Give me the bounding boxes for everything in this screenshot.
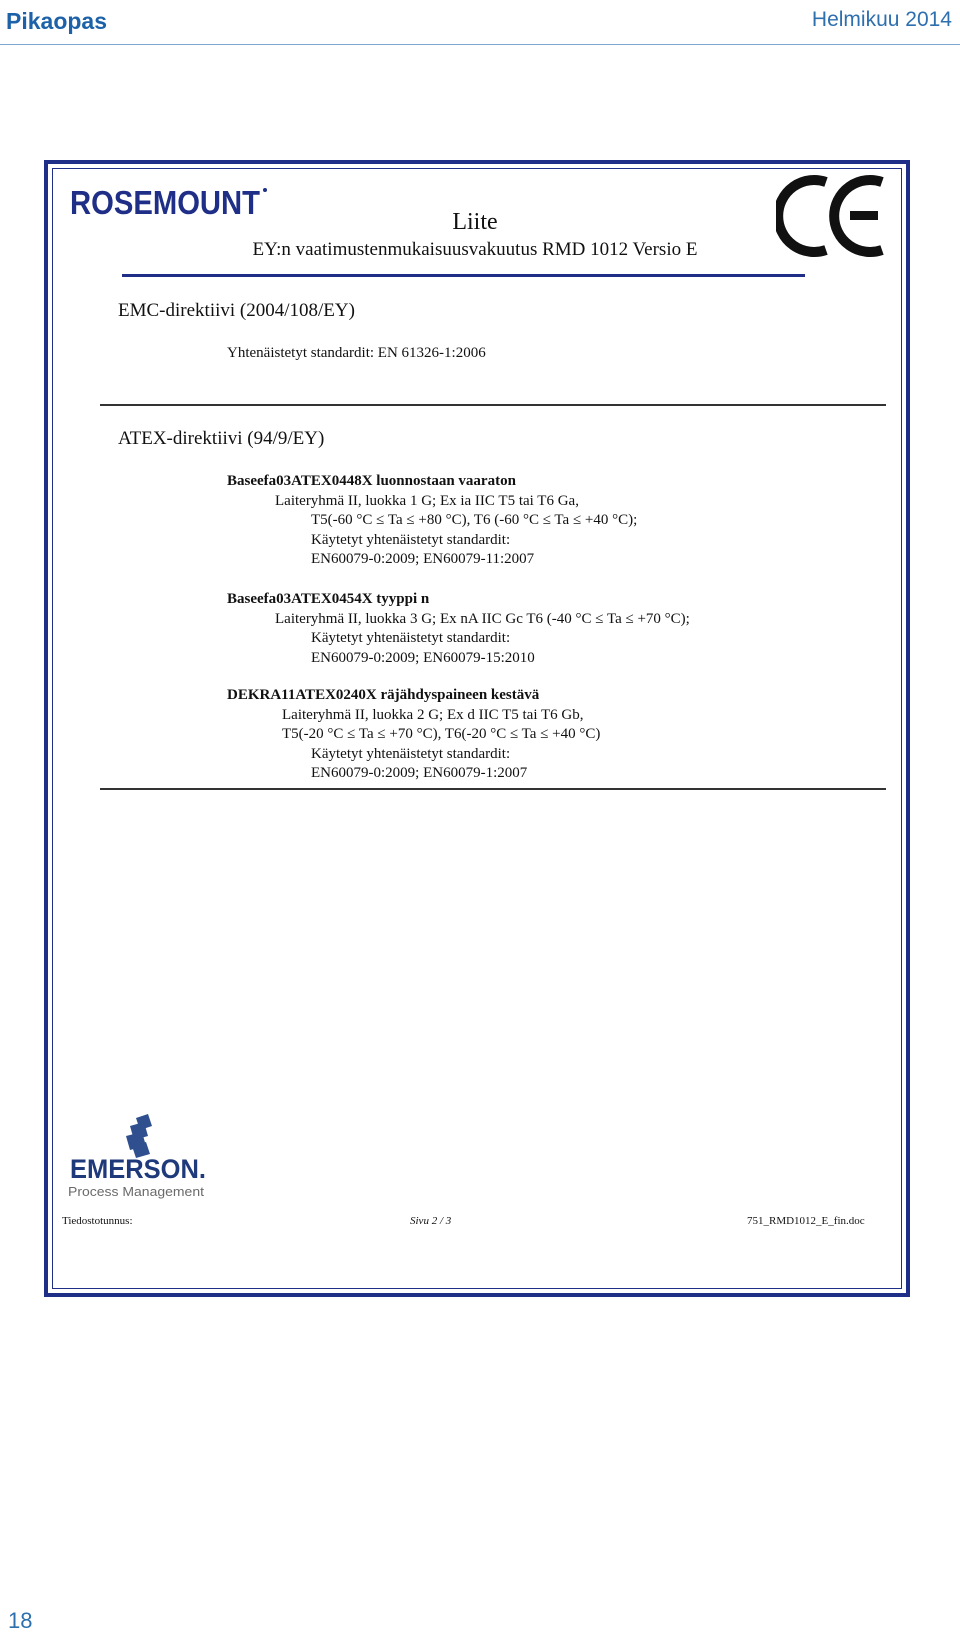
footer-file-id: Tiedostotunnus:	[62, 1215, 133, 1227]
certificate-line: Laiteryhmä II, luokka 3 G; Ex nA IIC Gc T6 (-40 °C ≤ Ta ≤ +70 °C);	[275, 610, 690, 627]
header-divider	[0, 44, 960, 45]
certificate-title: Baseefa03ATEX0448X luonnostaan vaaraton	[227, 473, 516, 489]
footer-filename: 751_RMD1012_E_fin.doc	[747, 1215, 865, 1227]
header-title: Pikaopas	[6, 8, 107, 34]
rosemount-logo-text: ROSEMOUNT	[70, 184, 260, 220]
emerson-emblem-icon	[126, 1114, 152, 1158]
certificate-3	[227, 686, 600, 784]
emc-standards: Yhtenäistetyt standardit: EN 61326-1:2006	[227, 345, 486, 361]
certificate-title: DEKRA11ATEX0240X räjähdyspaineen kestävä	[227, 687, 540, 703]
header-date: Helmikuu 2014	[811, 8, 952, 31]
certificate-line: EN60079-0:2009; EN60079-1:2007	[311, 765, 528, 781]
certificate-title: Baseefa03ATEX0454X tyyppi n	[227, 591, 430, 607]
atex-heading: ATEX-direktiivi (94/9/EY)	[118, 428, 325, 449]
certificate-1	[227, 472, 637, 570]
certificate-line: Käytetyt yhtenäistetyt standardit:	[311, 531, 511, 548]
emc-heading: EMC-direktiivi (2004/108/EY)	[118, 300, 355, 321]
document-subtitle: EY:n vaatimustenmukaisuusvakuutus RMD 1012 Versio E	[252, 239, 698, 260]
page-number: 18	[8, 1608, 33, 1633]
emerson-logo-subtext: Process Management	[68, 1184, 205, 1199]
certificate-2	[227, 590, 690, 668]
title-divider	[122, 274, 805, 277]
certificate-line: T5(-60 °C ≤ Ta ≤ +80 °C), T6 (-60 °C ≤ Ta ≤ +40 °C);	[311, 512, 638, 528]
document-title: Liite	[452, 209, 498, 235]
emerson-logo	[66, 1112, 226, 1202]
certificate-line: EN60079-0:2009; EN60079-15:2010	[311, 649, 535, 666]
certificate-line: Laiteryhmä II, luokka 2 G; Ex d IIC T5 tai T6 Gb,	[282, 706, 584, 723]
certificate-line: T5(-20 °C ≤ Ta ≤ +70 °C), T6(-20 °C ≤ Ta ≤ +40 °C)	[282, 726, 601, 742]
certificate-line: Käytetyt yhtenäistetyt standardit:	[311, 630, 511, 646]
certificate-line: EN60079-0:2009; EN60079-11:2007	[311, 551, 535, 567]
certificate-line: Laiteryhmä II, luokka 1 G; Ex ia IIC T5 tai T6 Ga,	[275, 492, 579, 509]
emerson-logo-text: EMERSON.	[70, 1154, 206, 1184]
section-divider	[100, 404, 886, 406]
section-divider	[100, 788, 886, 790]
footer-page: Sivu 2 / 3	[410, 1215, 452, 1227]
certificate-line: Käytetyt yhtenäistetyt standardit:	[311, 745, 511, 762]
